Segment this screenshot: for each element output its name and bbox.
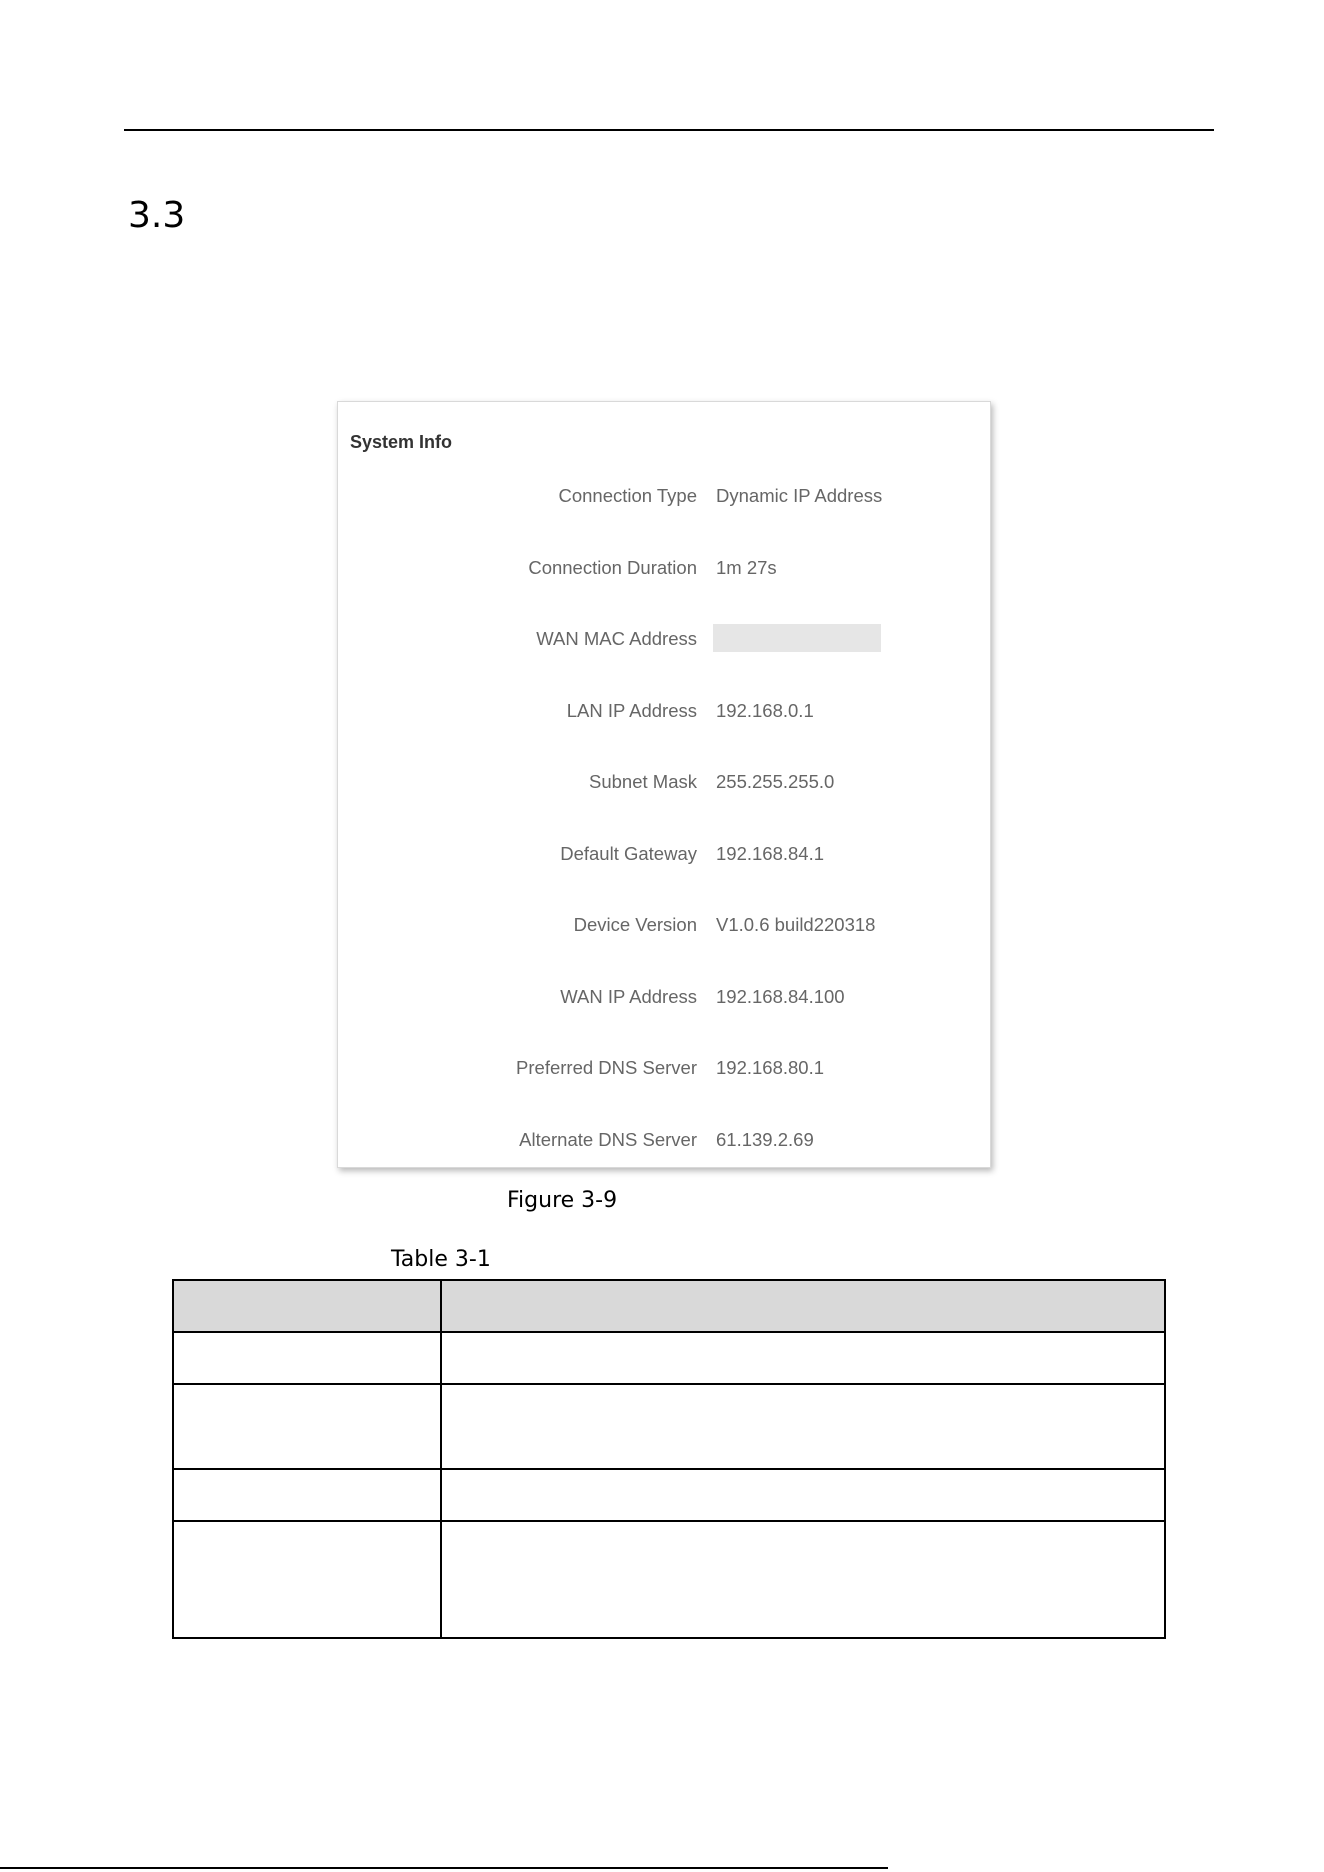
info-row-connection-type xyxy=(338,481,990,511)
info-row-device-version xyxy=(338,910,990,940)
info-label: Connection Duration xyxy=(528,557,697,578)
info-row-alternate-dns-server xyxy=(338,1125,990,1155)
redacted-value-block xyxy=(713,624,881,652)
table-cell xyxy=(441,1332,1165,1384)
info-value: 192.168.0.1 xyxy=(716,700,814,721)
table-header-row xyxy=(173,1280,1165,1332)
info-row-connection-duration xyxy=(338,553,990,583)
info-value: 1m 27s xyxy=(716,557,777,578)
info-label: Connection Type xyxy=(558,485,697,506)
info-label: WAN MAC Address xyxy=(536,628,697,649)
info-label: WAN IP Address xyxy=(560,986,697,1007)
table-header-cell xyxy=(173,1280,441,1332)
info-row-wan-ip-address xyxy=(338,982,990,1012)
table-cell xyxy=(173,1332,441,1384)
info-value: Dynamic IP Address xyxy=(716,485,883,506)
info-label: Subnet Mask xyxy=(589,771,697,792)
parameter-table xyxy=(172,1279,1166,1639)
table-cell xyxy=(441,1521,1165,1638)
info-label: LAN IP Address xyxy=(566,700,697,721)
info-label: Preferred DNS Server xyxy=(516,1057,697,1078)
table-row xyxy=(173,1521,1165,1638)
info-value: V1.0.6 build220318 xyxy=(716,914,876,935)
info-row-preferred-dns-server xyxy=(338,1053,990,1083)
table-caption: Table 3-1 xyxy=(391,1247,491,1272)
info-row-subnet-mask xyxy=(338,767,990,797)
info-row-lan-ip-address xyxy=(338,696,990,726)
info-value: 192.168.84.1 xyxy=(716,843,825,864)
table-cell xyxy=(173,1521,441,1638)
info-label: Device Version xyxy=(573,914,697,935)
info-value: 255.255.255.0 xyxy=(716,771,835,792)
table-header-cell xyxy=(441,1280,1165,1332)
table-cell xyxy=(173,1384,441,1469)
system-info-panel xyxy=(337,401,991,1168)
info-value: 61.139.2.69 xyxy=(716,1129,814,1150)
info-label: Alternate DNS Server xyxy=(519,1129,697,1150)
table-row xyxy=(173,1384,1165,1469)
figure-caption: Figure 3-9 xyxy=(507,1188,618,1213)
panel-title: System Info xyxy=(350,432,453,452)
table-cell xyxy=(441,1384,1165,1469)
info-value: 192.168.84.100 xyxy=(716,986,845,1007)
header-rule xyxy=(124,129,1214,131)
table-row xyxy=(173,1332,1165,1384)
info-row-wan-mac-address xyxy=(338,624,990,654)
footer-rule xyxy=(0,1867,888,1869)
section-number: 3.3 xyxy=(128,195,186,236)
table-cell xyxy=(441,1469,1165,1521)
info-row-default-gateway xyxy=(338,839,990,869)
table-cell xyxy=(173,1469,441,1521)
info-label: Default Gateway xyxy=(560,843,697,864)
info-value: 192.168.80.1 xyxy=(716,1057,825,1078)
table-row xyxy=(173,1469,1165,1521)
